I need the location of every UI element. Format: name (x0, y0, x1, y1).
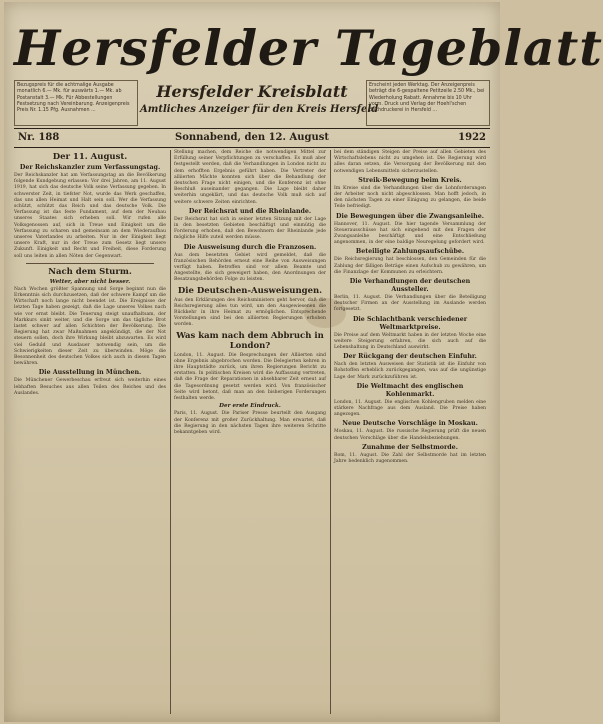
issue-number: Nr. 188 (18, 132, 60, 143)
dateline (14, 128, 490, 148)
article-text: Aus dem besetzten Gebiet wird gemeldet, daß die französischen Behörden erneut eine Reihe von Ausweisungen verfügt haben. Betroffen sind vor allem Beamte und Angestellte, die sich geweigert haben, den Anordnungen der Besatzungsbehörden Folge zu leisten. (174, 252, 326, 283)
article-subheadline: Wetter, aber nicht besser. (49, 278, 131, 285)
column-1 (14, 150, 166, 714)
newspaper-page (4, 2, 603, 722)
article-subheadline: Die Schlachtbank verschiedener Weltmarktpreise. (352, 315, 468, 331)
article-subheadline: Die Bewegungen über die Zwangsanleihe. (336, 212, 484, 220)
article-subheadline: Streik-Bewegung beim Kreis. (358, 176, 462, 184)
article-subheadline: Die Ausweisung durch die Franzosen. (183, 243, 317, 251)
article-headline: Der 11. August. (52, 152, 128, 162)
article-text: Der Reichsrat hat sich in seiner letzten Sitzung mit der Lage in den besetzten Gebieten beschäftigt und einmütig die Forderung erhoben, daß den Bewohnern der Rheinlande jede mögliche Hilfe zuteil werden müsse. (174, 216, 326, 241)
article-text: London, 11. August. Die Besprechungen der Alliierten sind ohne Ergebnis abgebrochen worden. Die Delegierten kehren in ihre Hauptstädte zurück, um ihren Regierungen Bericht zu erstatten. In politischen Kreisen wird die Auffassung vertreten, daß die Frage der Reparationen in absehbarer Zeit erneut auf die Tagesordnung gesetzt werden wird. Von französischer Seite wird betont, daß man an den bisherigen Forderungen festhalten werde. (174, 352, 326, 402)
article-text: London, 11. August. Die englischen Kohlengruben melden eine stärkere Nachfrage aus dem Ausland. Die Preise haben angezogen. (334, 399, 486, 418)
article-subheadline: Der Rückgang der deutschen Einfuhr. (343, 353, 477, 361)
article-subheadline: Der Reichskanzler zum Verfassungstag. (19, 164, 161, 171)
article-text: Die Münchener Gewerbeschau erfreut sich weiterhin eines lebhaften Besuches aus allen Teilen des Reiches und des Auslandes. (14, 378, 166, 396)
publishing-info-box: Erscheint jeden Werktag. Der Anzeigenpreis beträgt die 6-gespaltene Petitzeile 2.50 Mk., bei Wiederholung Rabatt. Annahme bis 10 Uhr vorm. Druck und Verlag der Hoehl'schen Buchdruckerei in Hersfeld ... (366, 80, 490, 126)
column-divider (170, 150, 171, 714)
article-text: bei dem ständigen Steigen der Preise auf allen Gebieten des Wirtschaftslebens nicht zu umgehen ist. Die Regierung wird alles daran setzen, die Versorgung der Bevölkerung mit den notwendigen Lebensmitteln sicherzustellen. (334, 150, 486, 174)
article-subheadline: Die Ausstellung in München. (38, 369, 142, 377)
article-columns (14, 150, 490, 714)
article-text: Berlin, 11. August. Die Verhandlungen über die Beteiligung deutscher Firmen an der Ausstellung im Auslande werden fortgesetzt. (334, 295, 486, 313)
article-subheadline: Zunahme der Selbstmorde. (362, 443, 458, 451)
subscription-info-box: Bezugspreis für die achtmalige Ausgabe monatlich 6.— Mk. für auswärts 1.— Mk. ab Postanstalt 3.— Mk. Für Abbestellungen Festsetzung nach Vereinbarung. Anzeigenpreis Preis Nr. 1.15 Pfg. Ausnahmen ... (14, 80, 138, 126)
article-headline: Was kam nach dem Abbruch in London? (176, 330, 324, 351)
article-headline: Nach dem Sturm. (48, 266, 132, 277)
masthead-title: Hersfelder Tageblatt (14, 19, 603, 77)
article-text: Nach den letzten Ausweisen der Statistik ist die Einfuhr von Rohstoffen erheblich zurückgegangen, was auf die ungünstige Lage der Mark zurückzuführen ist. (334, 362, 486, 380)
article-subheadline: Die Weltmacht des englischen Kohlenmarkt. (356, 382, 464, 398)
article-subheadline: Der Reichsrat und die Rheinlande. (188, 207, 312, 215)
article-headline: Die Deutschen-Ausweisungen. (177, 285, 323, 296)
article-text: Die Reichsregierung hat beschlossen, den Gemeinden für die Zahlung der fälligen Beträge einen Aufschub zu gewähren, um die Finanzlage der Kommunen zu erleichtern. (334, 257, 486, 275)
article-text: Stellung machen, dem Reiche die notwendigen Mittel zur Erfüllung seiner Verpflichtungen zu verschaffen. Es muß aber festgestellt werden, daß die Verhandlungen in London nicht zu dem erhofften Ergebnis geführt haben. Die Vertreter der alliierten Mächte konnten sich über die Behandlung der deutschen Frage nicht einigen, und die Konferenz ist ohne Beschluß auseinander gegangen. Die Lage bleibt daher weiterhin ungeklärt, und das deutsche Volk muß sich auf weitere schwere Zeiten einrichten. (174, 150, 326, 205)
article-subheadline: Neue Deutsche Vorschläge in Moskau. (342, 420, 478, 428)
article-subheadline: Der erste Eindruck. (219, 403, 281, 410)
article-text: Im Kreise sind die Verhandlungen über die Lohnforderungen der Arbeiter noch nicht abgeschlossen. Man hofft jedoch, in den nächsten Tagen zu einer Einigung zu gelangen, die beide Teile befriedigt. (334, 185, 486, 210)
article-text: Hannover, 11. August. Die hier tagende Versammlung der Steuerausschüsse hat sich eingehend mit den Fragen der Zwangsanleihe beschäftigt und eine Entschließung angenommen, in der eine baldige Neuregelung gefordert wird. (334, 221, 486, 246)
article-text: Moskau, 11. August. Die russische Regierung prüft die neuen deutschen Vorschläge über die Handelsbeziehungen. (334, 429, 486, 441)
section-separator (26, 263, 154, 264)
article-text: Der Reichskanzler hat am Verfassungstag an die Bevölkerung folgende Kundgebung erlassen: Vor drei Jahren, am 11. August 1919, hat sich das deutsche Volk seine Verfassung gegeben. In schwerster Zeit, in tiefster Not, wurde das Werk geschaffen, das uns allen Heimat und Halt sein soll. Wer die Verfassung schützt, schützt das Reich und das deutsche Volk. Die Verfassung ist das feste Fundament, auf dem der Neubau unseres Staates sich erheben soll. Wir rufen alle Volksgenossen auf, sich in Treue und Einigkeit um die Verfassung zu scharen und gemeinsam an dem Wiederaufbau unseres Vaterlandes zu arbeiten. Nur in der Einigkeit liegt unsere Kraft, nur in der Treue zum Gesetz liegt unsere Zukunft. Einigkeit und Recht und Freiheit, diese Forderung soll uns leiten in allen Nöten der Gegenwart. (14, 173, 166, 259)
column-3 (334, 150, 486, 714)
subtitle-official: Amtliches Anzeiger für den Kreis Hersfeld (140, 104, 379, 115)
article-subheadline: Beteiligte Zahlungsaufschübe. (355, 248, 465, 256)
article-text: Die Preise auf dem Weltmarkt haben in der letzten Woche eine weitere Steigerung erfahren, die sich auch auf die Lebenshaltung in Deutschland auswirkt. (334, 332, 486, 351)
column-divider (330, 150, 331, 714)
article-subheadline: Die Verhandlungen der deutschen Aussteller. (349, 278, 471, 294)
article-text: Nach Wochen größter Spannung und Sorge beginnt nun die Erkenntnis sich durchzusetzen, daß der schwere Kampf um die Wirtschaft noch lange nicht beendet ist. Die Ereignisse der letzten Tage haben gezeigt, daß die Lage unseres Volkes nach wie vor ernst bleibt. Die Teuerung steigt unaufhaltsam, der Markkurs sinkt weiter, und die Sorge um das tägliche Brot lastet schwer auf allen Schichten der Bevölkerung. Die Regierung hat zwar Maßnahmen angekündigt, die der Not steuern sollen, doch ihre Wirkung bleibt abzuwarten. Es wird viel Geduld und Ausdauer notwendig sein, um die Schwierigkeiten dieser Zeit zu überwinden. Möge die Besonnenheit des deutschen Volkes sich auch in diesen Tagen bewähren. (14, 286, 166, 367)
issue-year: 1922 (458, 132, 486, 143)
column-2 (174, 150, 326, 714)
issue-date: Sonnabend, den 12. August (174, 132, 330, 143)
article-text: Aus den Erklärungen des Reichsministers geht hervor, daß die Reichsregierung alles tun wird, um den Ausgewiesenen die Rückkehr in ihre Heimat zu ermöglichen. Entsprechende Vorstellungen sind bei den alliierten Regierungen erhoben worden. (174, 297, 326, 328)
article-text: Rom, 11. August. Die Zahl der Selbstmorde hat im letzten Jahre bedenklich zugenommen. (334, 452, 486, 465)
article-text: Paris, 11. August. Die Pariser Presse beurteilt den Ausgang der Konferenz mit großer Zurückhaltung. Man erwartet, daß die Regierung in den nächsten Tagen ihre weiteren Schritte bekanntgeben wird. (174, 411, 326, 435)
subtitle: Hersfelder Kreisblatt (156, 82, 348, 101)
